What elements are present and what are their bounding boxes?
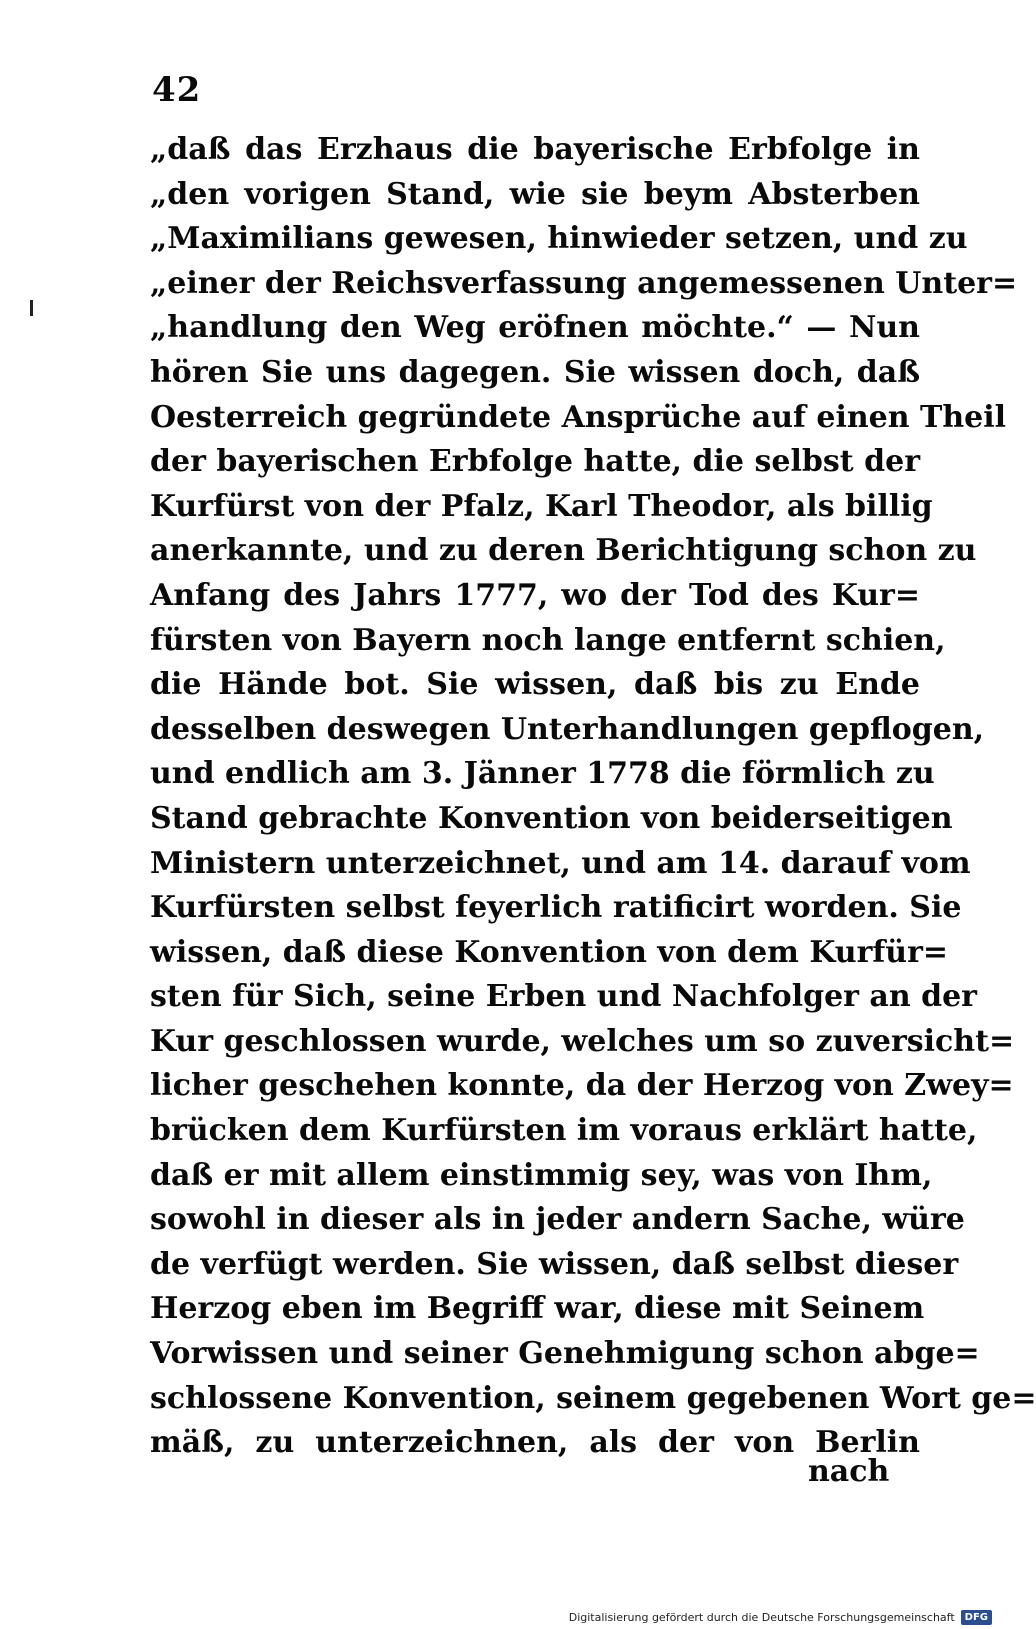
text-line: hören Sie uns dagegen. Sie wissen doch, daß bbox=[150, 354, 920, 390]
text-line: de verfügt werden. Sie wissen, daß selbst dieser bbox=[150, 1246, 959, 1282]
text-line: Ministern unterzeichnet, und am 14. darauf vom bbox=[150, 845, 971, 881]
text-line: fürsten von Bayern noch lange entfernt schien, bbox=[150, 622, 946, 658]
text-line: schlossene Konvention, seinem gegebenen Wort ge= bbox=[150, 1380, 1036, 1416]
text-line: Kurfürst von der Pfalz, Karl Theodor, als billig bbox=[150, 488, 933, 524]
text-line: „daß das Erzhaus die bayerische Erbfolge in bbox=[150, 132, 920, 167]
digitization-footer bbox=[569, 1610, 992, 1625]
text-line: „Maximilians gewesen, hinwieder setzen, und zu bbox=[150, 221, 968, 257]
text-line: Stand gebrachte Konvention von beiderseitigen bbox=[150, 800, 953, 836]
text-line: und endlich am 3. Jänner 1778 die förmlich zu bbox=[150, 756, 935, 792]
text-line: brücken dem Kurfürsten im voraus erklärt hatte, bbox=[150, 1113, 978, 1149]
page-number: 42 bbox=[152, 70, 202, 110]
text-line: „einer der Reichsverfassung angemessenen Unter= bbox=[150, 265, 1018, 301]
text-line: desselben deswegen Unterhandlungen gepflogen, bbox=[150, 711, 985, 747]
footer-credit-text: Digitalisierung gefördert durch die Deutsche Forschungsgemeinschaft bbox=[568, 1611, 955, 1624]
text-line: Kurfürsten selbst feyerlich ratificirt worden. Sie bbox=[150, 890, 962, 926]
text-line: Anfang des Jahrs 1777, wo der Tod des Kur= bbox=[150, 577, 920, 613]
text-line: daß er mit allem einstimmig sey, was von Ihm, bbox=[150, 1157, 933, 1193]
text-line: sowohl in dieser als in jeder andern Sache, würe bbox=[150, 1202, 965, 1238]
text-line: Kur geschlossen wurde, welches um so zuversicht= bbox=[150, 1023, 1015, 1059]
catchword: nach bbox=[808, 1454, 890, 1489]
stray-ink-mark bbox=[30, 300, 33, 316]
text-line: „den vorigen Stand, wie sie beym Absterben bbox=[150, 176, 920, 212]
text-line: mäß, zu unterzeichnen, als der von Berlin bbox=[150, 1425, 920, 1461]
text-line: Oesterreich gegründete Ansprüche auf einen Theil bbox=[150, 399, 1007, 435]
text-line: die Hände bot. Sie wissen, daß bis zu Ende bbox=[150, 667, 920, 703]
text-line: Herzog eben im Begriff war, diese mit Seinem bbox=[150, 1291, 925, 1327]
text-line: „handlung den Weg eröfnen möchte.“ — Nun bbox=[150, 310, 920, 346]
text-line: sten für Sich, seine Erben und Nachfolger an der bbox=[150, 979, 977, 1015]
text-line: wissen, daß diese Konvention von dem Kurfür= bbox=[150, 934, 949, 970]
dfg-logo: DFG bbox=[961, 1610, 992, 1625]
body-text bbox=[150, 128, 1036, 1466]
text-line: anerkannte, und zu deren Berichtigung schon zu bbox=[150, 533, 977, 569]
text-line: der bayerischen Erbfolge hatte, die selbst der bbox=[150, 444, 920, 480]
text-line: Vorwissen und seiner Genehmigung schon abge= bbox=[150, 1336, 980, 1372]
text-line: licher geschehen konnte, da der Herzog von Zwey= bbox=[150, 1068, 1014, 1104]
